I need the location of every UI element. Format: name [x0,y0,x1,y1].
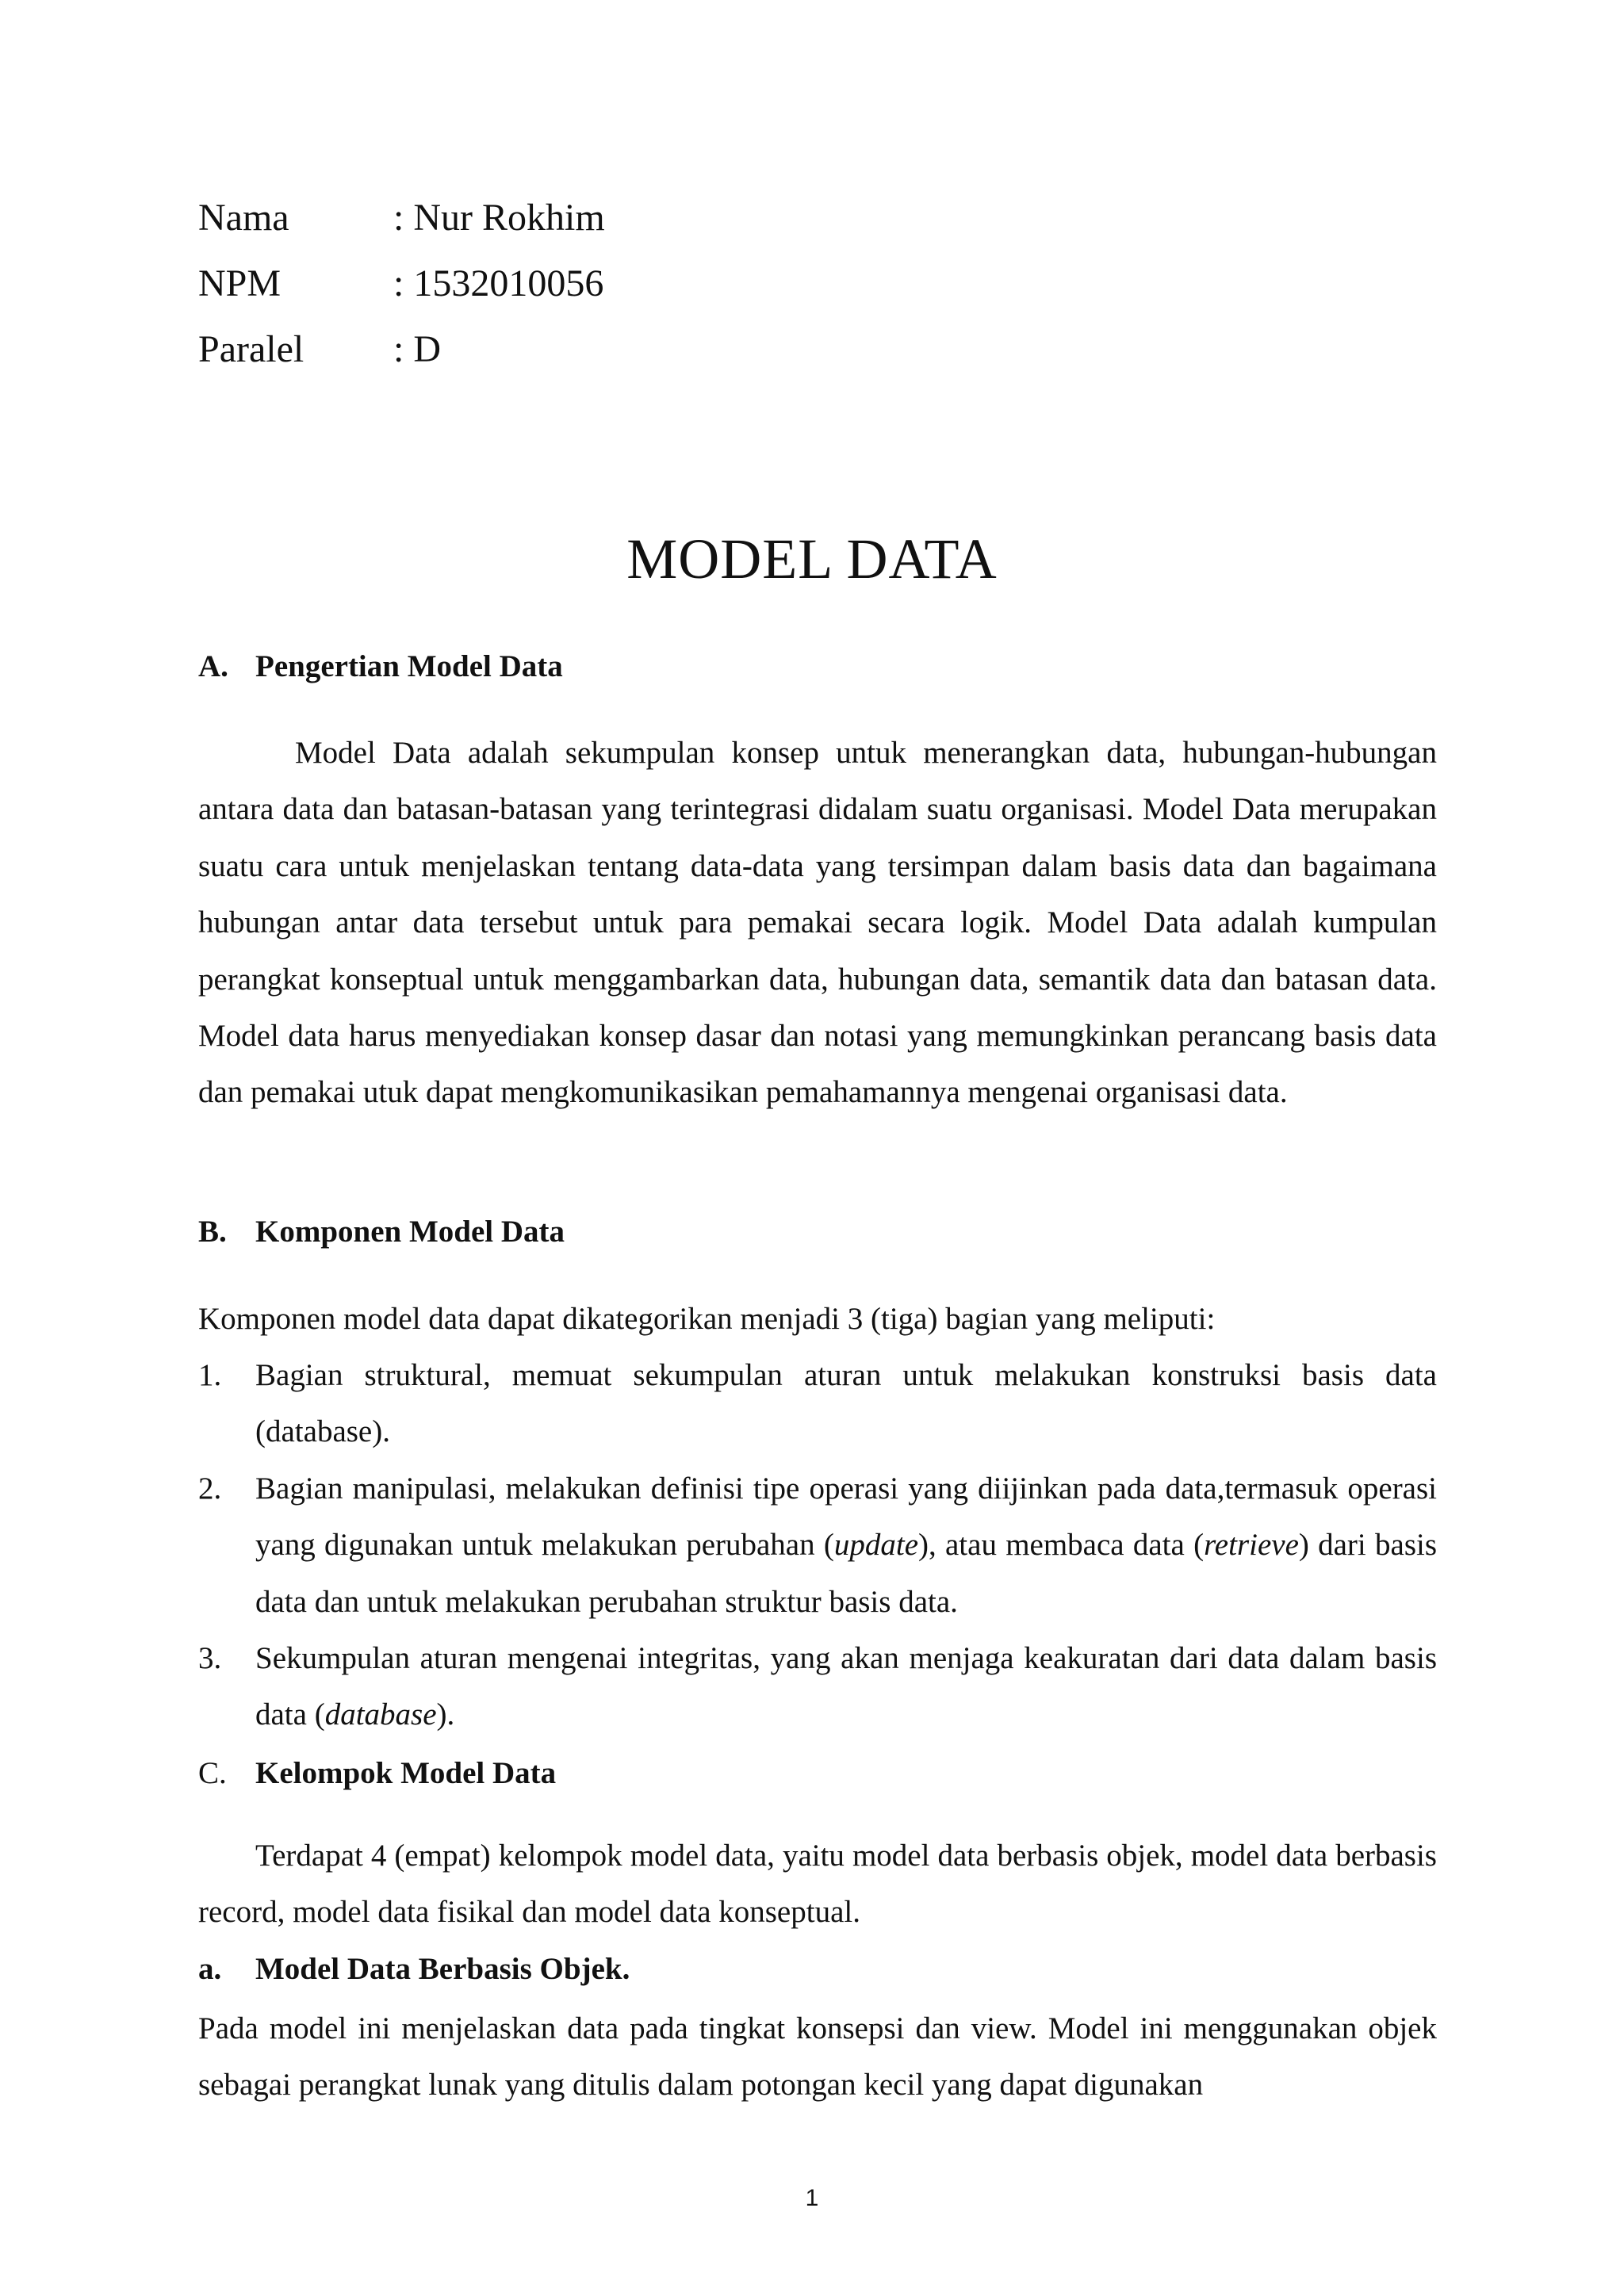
list-item-text-part: ) dari basis data dan untuk melakukan perubahan struktur basis data. [255,1528,1438,1619]
paralel-label: Paralel [198,328,304,370]
name-label: Nama [198,197,289,239]
subsection-a-title: Model Data Berbasis Objek. [255,1952,630,1986]
section-c-letter: C. [198,1756,227,1790]
subsection-a-paragraph: Pada model ini menjelaskan data pada tingkat konsepsi dan view. Model ini menggunakan objek sebagai perangkat lunak yang ditulis dalam potongan kecil yang dapat digunakan [198,2011,1437,2103]
section-b-letter: B. [198,1215,227,1249]
list-item-number: 2. [198,1471,222,1506]
section-c-title: Kelompok Model Data [255,1756,557,1790]
section-b-title: Komponen Model Data [255,1215,565,1249]
list-item-italic-term: retrieve [1204,1528,1299,1563]
list-item-text-part: Sekumpulan aturan mengenai integritas, yang akan menjaga keakuratan dari data dalam basis data ( [255,1641,1437,1732]
list-item-italic-term: update [833,1528,919,1563]
subsection-a-letter: a. [198,1952,222,1986]
list-item-text [255,1347,1437,1460]
section-a-paragraph: Model Data adalah sekumpulan konsep untuk menerangkan data, hubungan-hubungan antara data dan batasan-batasan yang terintegrasi didalam suatu organisasi. Model Data merupakan suatu cara untuk menjelaskan tentang data-data yang tersimpan dalam basis data dan bagaimana hubungan antar data tersebut untuk para pemakai secara logik. Model Data adalah kumpulan perangkat konseptual untuk menggambarkan data, hubungan data, semantik data dan batasan data. Model data harus menyediakan konsep dasar dan notasi yang memungkinkan perancang basis data dan pemakai utuk dapat mengkomunikasikan pemahamannya mengenai organisasi data. [198,736,1437,1110]
document-title: MODEL DATA [626,527,998,591]
paralel-value: : D [393,328,441,370]
npm-value: : 1532010056 [393,262,604,304]
list-item-text-part: Bagian manipulasi, melakukan definisi tipe operasi yang diijinkan pada data,termasuk operasi yang digunakan untuk melakukan perubahan ( [255,1471,1437,1563]
list-item-number: 1. [198,1358,222,1392]
list-item-italic-term: database [324,1697,437,1732]
list-item-text [255,1630,1437,1743]
list-item-number: 3. [198,1641,222,1675]
section-a-letter: A. [198,649,228,683]
list-item-text-part: ). [436,1697,455,1732]
page-number: 1 [805,2185,819,2211]
section-c-paragraph: Terdapat 4 (empat) kelompok model data, yaitu model data berbasis objek, model data berbasis record, model data fisikal dan model data konseptual. [198,1839,1437,1930]
list-item-text-part: ), atau membaca data ( [918,1528,1205,1563]
section-b-intro: Komponen model data dapat dikategorikan menjadi 3 (tiga) bagian yang meliputi: [198,1302,1216,1336]
list-item-text [255,1460,1437,1630]
section-a-title: Pengertian Model Data [255,649,563,683]
name-value: : Nur Rokhim [393,197,605,239]
npm-label: NPM [198,262,282,304]
list-item-text-part: Bagian struktural, memuat sekumpulan aturan untuk melakukan konstruksi basis data (database). [255,1358,1437,1449]
